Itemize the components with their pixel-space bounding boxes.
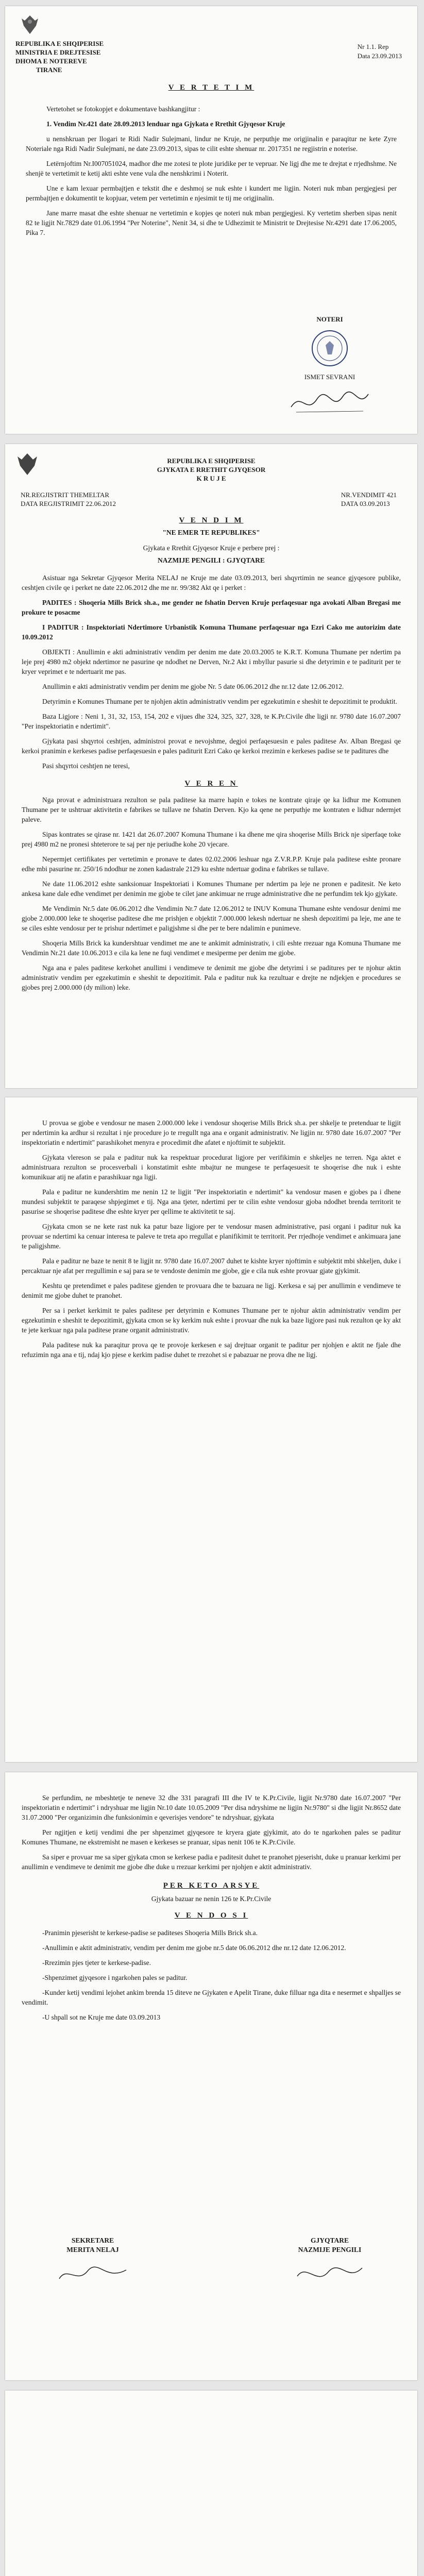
decision-item: -Rrezimin pjes tjeter te kerkese-padise. xyxy=(42,1959,151,1967)
section-heading: V E R E N xyxy=(184,779,238,788)
notary-signature xyxy=(286,386,374,417)
document-ref: Nr 1.1. Rep xyxy=(357,43,389,50)
paragraph: Letërnjoftim Nr.I007051024, madhor dhe me zotesi te plote juridike per te vepruar. Ne ligj dhe me te drejtat e rrjedhshme. Ne shenjë te vertetimit te ketij akti eshte vene vula dhe nenshkrimi i Noterit. xyxy=(26,160,397,177)
decision-subtitle: "NE EMER TE REPUBLIKES" xyxy=(162,529,260,536)
secretary-title: SEKRETARE xyxy=(71,2236,114,2244)
paragraph: Sipas kontrates se qirase nr. 1421 dat 26.07.2007 Komuna Thumane i ka dhene me qira shoqerise Mills Brick nje siperfaqe toke prej 4980 m2 ne pronesi shteterore te saj per nje periudhe kohe 20 vjecare. xyxy=(22,831,401,848)
paragraph: Gjykata pasi shqyrtoi ceshtjen, administroi provat e nevojshme, degjoi perfaqesuesin e pales paditese Av. Alban Bregasi qe kerkoi pranimin e kerkeses padise perfaqesuesin e pales paditurit Ezri Cako qe kerkoi rrezimin e kerkeses padise se te paditures dhe xyxy=(22,737,401,755)
page-decision-1 xyxy=(5,444,417,1088)
page-notary-certificate xyxy=(5,6,417,434)
paragraph: Detyrimin e Komunes Thumane per te njohjen aktin administrativ vendim per egzekutimin e sheshit te depozitimit te produktit. xyxy=(42,698,397,705)
decision-date: DATA 03.09.2013 xyxy=(341,500,390,507)
paragraph: Sa siper e provuar me sa siper gjykata cmon se kerkese padia e paditesit duhet te pranohet pjeserisht, duke u pranuar kerkimi per anullimin e vendimeve te denimit me gjobe dhe duke u rrezuar kerkimi per njohjen e aktit administrativ. xyxy=(22,1853,401,1871)
decision-item: -Shpenzimet gjyqesore i ngarkohen pales se paditur. xyxy=(42,1974,188,1981)
header-chamber: DHOMA E NOTEREVE xyxy=(15,57,87,65)
notary-label: NOTERI xyxy=(316,315,343,323)
decision-number: NR.VENDIMIT 421 xyxy=(341,491,397,499)
paragraph: Gjykata cmon se ne kete rast nuk ka patur baze ligjore per te vendosur masen administrative, pasi organi i paditur nuk ka provuar se ndertimi ka cenuar interesa te paleve te treta apo rregullat e planifikimit te territorit. Per rrjedhoje vendimet e ankimuara jane te paligjshme. xyxy=(22,1223,401,1250)
judge-title: GJYQTARE xyxy=(310,2236,349,2244)
paragraph: Nga provat e administruara rezulton se pala paditese ka marre hapin e tokes ne kontrate qiraje qe ka lidhur me Komunen Thumane per te ushtruar aktivitetin e fabrikes se tullave ne fshatin Derven. Kjo ka qene ne perputhje me kontraten e lidhur ndermjet paleve. xyxy=(22,796,401,823)
decision-title: V E N D I M xyxy=(179,516,244,524)
secretary-signature xyxy=(54,2261,131,2286)
judge-sign-name: NAZMIJE PENGILI xyxy=(298,2246,362,2253)
albanian-eagle-emblem-icon xyxy=(20,13,40,36)
paragraph: Pala e paditur ne kundershtim me nenin 12 te ligjit "Per inspektoriatin e ndertimit" ka vendosur masen e gjobes pa i dhene mundesi subjektit te paraqese shpjegimet e tij. Nga ana tjeter, ndertimi per te cilin eshte vendosur gjoba ndodhet brenda territorit te pasurise se shoqerise paditese dhe eshte kryer per qellime te aktivitetit te saj. xyxy=(22,1188,401,1215)
page-decision-2 xyxy=(5,1097,417,1762)
paragraph: Me Vendimin Nr.5 date 06.06.2012 dhe Vendimin Nr.7 date 12.06.2012 te INUV Komuna Thumane eshte vendosur denimi me gjobe 2.000.000 leke te shoqerise paditese dhe me prishjen e objektit 7.000.000 lekesh ndertuar ne shesh depozitimi pa leje, me ane te se ciles eshte vendosur per te prishur ndertimet e paligjshme si dhe per te bere ndalimin e punimeve. xyxy=(22,905,401,932)
paragraph: Anullimin e akti administrativ vendim per denim me gjobe Nr. 5 date 06.06.2012 dhe nr.12 date 12.06.2012. xyxy=(42,683,344,690)
header-court: GJYKATA E RRETHIT GJYQESOR xyxy=(157,466,266,473)
secretary-name: MERITA NELAJ xyxy=(66,2246,119,2253)
paragraph: 1. Vendim Nr.421 date 28.09.2013 lenduar nga Gjykata e Rrethit Gjyqesor Kruje xyxy=(46,120,285,128)
paragraph: u nenshkruan per llogari te Ridi Nadir Sulejmani, lindur ne Kruje, ne perputhje me origjinalin e paraqitur ne kete Zyre Noteriale nga Ridi Nadir Sulejmani, ne date 23.09.2013, sipas te cilit eshte shenuar nr. 2017351 ne regjistrin e noterise. xyxy=(26,135,397,152)
header-ministry: MINISTRIA E DREJTESISE xyxy=(15,48,101,56)
registry-date: DATA REGJISTRIMIT 22.06.2012 xyxy=(21,500,116,507)
judge-name: NAZMIJE PENGILI : GJYQTARE xyxy=(158,556,265,564)
paragraph: Pala paditese nuk ka paraqitur prova qe te provoje kerkesen e saj drejtuar organit te paditur per njohjen e aktit ne fjale dhe refuzimin nga ana e tij, ndaj kjo pjese e kerkim padise duhet te rrezohet si e pabazuar ne prova dhe ne ligj. xyxy=(22,1341,401,1359)
paragraph: Keshtu qe pretendimet e pales paditese gjenden te provuara dhe te bazuara ne ligj. Kerkesa e saj per anullimin e vendimeve te denimit me gjobe duhet te pranohet. xyxy=(22,1282,401,1299)
paragraph: Jane marre masat dhe eshte shenuar ne vertetimin e kopjes qe noteri nuk mban pergjegjesi. Ky vertetim sherben sipas nenit 82 te ligjit Nr.7829 date 01.06.1994 "Per Noterine", Nenit 34, si dhe te Udhezimit te Ministrit te Drejtesise Nr.4291 date 17.06.2005, Pika 7. xyxy=(26,209,397,236)
paragraph: Pala e paditur ne baze te nenit 8 te ligjit nr. 9780 date 16.07.2007 duhet te kishte kryer njoftimin e subjektit mbi shkeljen, duke i percaktuar nje afat per rregullimin e saj para se te vendoste denimin me gjobe, gje e cila nuk eshte provuar gjate gjykimit. xyxy=(22,1257,401,1275)
paragraph: Per sa i perket kerkimit te pales paditese per detyrimin e Komunes Thumane per te njohur aktin administrativ vendim per egzekutimin e sheshit te depozitimit, gjykata cmon se ky kerkim nuk eshte i provuar dhe nuk ka baze ligjore pasi nuk rezulton qe ky akt te jete kerkuar nga pala paditese prane organit administrativ. xyxy=(22,1307,401,1334)
decision-item: -U shpall sot ne Kruje me date 03.09.2013 xyxy=(42,2013,161,2021)
paragraph: Asistuar nga Sekretar Gjyqesor Merita NELAJ ne Kruje me date 03.09.2013, beri shqyrtimin ne seance gjyqesore publike, ceshtjen civile qe i perket ne date 22.06.2012 dhe me nr. 99/382 Akt qe i perket : xyxy=(22,574,401,591)
header-country: REPUBLIKA E SHQIPERISE xyxy=(15,40,104,47)
paragraph: Nga ana e pales paditese kerkohet anullimi i vendimeve te denimit me gjobe dhe detyrimi i se paditures per te njohur aktin administrativ vendim per egzekutimin e sheshit te depozitimit. Pala e paditur nuk ka rezultuar e drejte ne ndjekjen e procedures se gjobes prej 2.000.000 (dy milion) leke. xyxy=(22,964,401,991)
paragraph: Ne date 11.06.2012 eshte sanksionuar Inspektoriati i Komunes Thumane per ndertim pa leje ne pronen e paditesit. Ne keto ankesa kane dale edhe vendimet per denimin me gjobe te cilet jane ankimuar ne rruge administrative dhe ne perfundim tek kjo gjykate. xyxy=(22,880,401,897)
notary-name: ISMET SEVRANI xyxy=(304,373,355,381)
paragraph: U provua se gjobe e vendosur ne masen 2.000.000 leke i vendosur shoqerise Mills Brick sh.a. per shkelje te pretenduar te ligjit per ndertimin ka ardhur si rezultat i nje procedure jo te rregullt nga ana e organit administrativ. Ne ligjin nr. 9780 date 16.07.2007 "Per inspektoriatin e ndertimit" parashikohet menyra e procedimit dhe afatet e njoftimit te subjektit. xyxy=(22,1119,401,1146)
paragraph: PADITES : Shoqeria Mills Brick sh.a., me gender ne fshatin Derven Kruje perfaqesuar nga avokati Alban Bregasi me prokure te posacme xyxy=(22,599,401,616)
paragraph: Vertetohet se fotokopjet e dokumentave bashkangjitur : xyxy=(46,105,200,113)
paragraph: Pasi shqyrtoi ceshtjen ne teresi, xyxy=(42,762,130,770)
decision-item: -Kunder ketij vendimi lejohet ankim brenda 15 diteve ne Gjykaten e Apelit Tirane, duke filluar nga dita e nesermet e shpalljes se vendimit. xyxy=(22,1989,401,2006)
paragraph: OBJEKTI : Anullimin e akti administrativ vendim per denim me date 20.03.2005 te K.R.T. Komuna Thumane per ndertim pa leje prej 4980 m2 objekt ndertimor ne pasurine qe ndodhet ne Derven, Nr.2 Akt i mbyllur pasurie si dhe detyrimin e te paditurit per te kryer veprimet e te ndertuarit me pas. xyxy=(22,648,401,675)
header-country: REPUBLIKA E SHQIPERISE xyxy=(167,457,256,465)
paragraph: Se perfundim, ne mbeshtetje te neneve 32 dhe 331 paragrafi III dhe IV te K.Pr.Civile, ligjit Nr.9780 date 16.07.2007 "Per inspektoriatin e ndertimit" i ndryshuar me ligjin Nr.10 date 10.05.2009 "Per disa ndryshime ne ligjin Nr.9780" si dhe ligjit Nr.8652 date 31.07.2000 "Per organizimin dhe funksionimin e qeverisjes vendore" te ndryshuar, gjykata xyxy=(22,1794,401,1821)
paragraph: Gjykata vlereson se pala e paditur nuk ka respektuar procedurat ligjore per verifikimin e shkeljes ne terren. Nga aktet e administruara rezulton se procesverbali i konstatimit eshte mbajtur ne mungese te perfaqesuesit te shoqerise dhe nuk i eshte komunikuar atij ne afatin e parashikuar nga ligji. xyxy=(22,1154,401,1181)
paragraph: Shoqeria Mills Brick ka kundershtuar vendimet me ane te ankimit administrativ, i cili eshte rrezuar nga Komuna Thumane me Vendimin Nr.21 date 10.06.2013 e cila ka lene ne fuqi vendimet e mesiperme per denim me gjobe. xyxy=(22,939,401,957)
section-heading: PER KETO ARSYE xyxy=(163,1882,260,1890)
paragraph: Per ngjitjen e ketij vendimi dhe per shpenzimet gjyqesore te kryera gjate gjykimit, ato do te ngarkohen pales se paditur Komunes Thumane, ne ekstremisht ne masen e kerkeses se pranuar, sipas nenit 106 te K.Pr.Civile. xyxy=(22,1828,401,1846)
registry-number: NR.REGJISTRIT THEMELTAR xyxy=(21,491,110,499)
paragraph: Baza Ligjore : Neni 1, 31, 32, 153, 154, 202 e vijues dhe 324, 325, 327, 328, te K.Pr.Civile dhe ligji nr. 9780 date 16.07.2007 "Per inspektoriatin e ndertimit". xyxy=(22,713,401,730)
header-city: TIRANE xyxy=(36,66,62,74)
document-date: Data 23.09.2013 xyxy=(357,52,402,60)
header-city: K R U J E xyxy=(196,474,226,482)
decision-item: -Pranimin pjeserisht te kerkese-padise se paditeses Shoqeria Mills Brick sh.a. xyxy=(42,1929,258,1937)
paragraph: I PADITUR : Inspektoriati Ndertimore Urbanistik Komuna Thumane perfaqesuar nga Ezri Cako me autorizim date 10.09.2012 xyxy=(22,623,401,641)
decision-item: -Anullimin e aktit administrativ, vendim per denim me gjobe nr.5 date 06.06.2012 dhe nr.12 date 12.06.2012. xyxy=(42,1944,346,1952)
paragraph: Nepermjet certifikates per vertetimin e pronave te dates 02.02.2006 leshuar nga Z.V.R.P.P. Kruje pala paditese eshte pronare edhe mbi pasurine nr. 250/16 ndodhur ne zonen kadastrale 2129 ku eshte ndertuar godina e fabrikes se tullave. xyxy=(22,855,401,873)
judge-signature xyxy=(291,2261,368,2286)
notary-stamp-icon xyxy=(309,328,350,369)
paragraph: Une e kam lexuar permbajtjen e tekstit dhe e deshmoj se nuk eshte i kundert me ligjin. Noteri nuk mban pergjegjesi per permbajtjen e dokumentit te kopjuar, vetem per vertetimin e njesimit te tij me origjinalin. xyxy=(26,184,397,202)
court-line: Gjykata e Rrethit Gjyqesor Kruje e perbere prej : xyxy=(143,544,280,552)
page-decision-3 xyxy=(5,1772,417,2380)
legal-basis: Gjykata bazuar ne nenin 126 te K.Pr.Civile xyxy=(151,1895,272,1903)
page-title: V E R T E T I M xyxy=(168,83,255,92)
page-blank-scan xyxy=(5,2391,417,2576)
decision-heading: V E N D O S I xyxy=(174,1911,248,1920)
